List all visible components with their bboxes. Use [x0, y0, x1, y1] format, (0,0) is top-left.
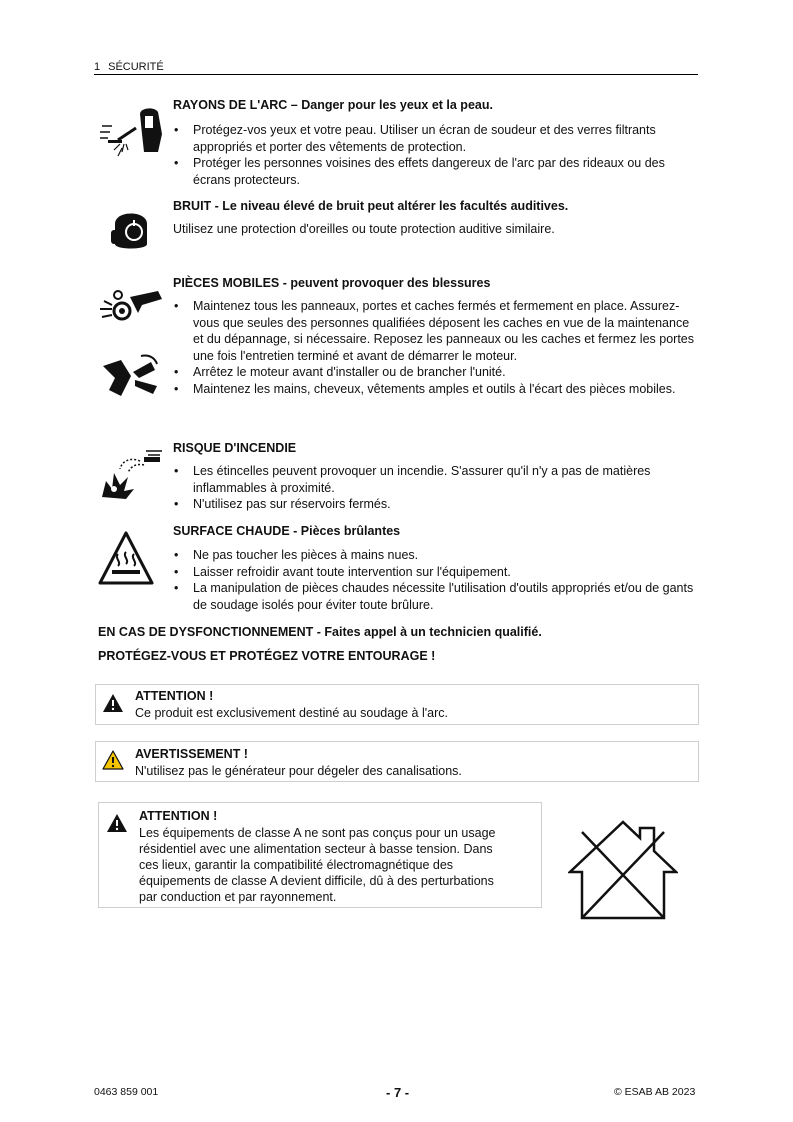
list-item: • Protéger les personnes voisines des effets dangereux de l'arc par des rideaux ou des écrans protecteurs. [173, 155, 698, 188]
caution-icon [102, 693, 124, 713]
text-line: Les équipements de classe A ne sont pas conçus pour un usage [139, 826, 496, 840]
list-item: • N'utilisez pas sur réservoirs fermés. [173, 496, 698, 513]
attention-text: Ce produit est exclusivement destiné au soudage à l'arc. [135, 706, 448, 720]
attention-title: ATTENTION ! [135, 689, 214, 703]
doc-number: 0463 859 001 [94, 1086, 159, 1098]
section-number: 1 [94, 61, 101, 73]
hot-surface-title: SURFACE CHAUDE - Pièces brûlantes [173, 524, 401, 538]
fire-list [173, 463, 698, 513]
list-item: • Maintenez les mains, cheveux, vêtements amples et outils à l'écart des pièces mobiles. [173, 381, 698, 398]
ear-protection-icon [109, 204, 153, 252]
copyright: © ESAB AB 2023 [614, 1086, 696, 1098]
list-item: • Protégez-vos yeux et votre peau. Utiliser un écran de soudeur et des verres filtrants appropriés et porter des vêtements de protection. [173, 122, 698, 155]
arc-rays-title: RAYONS DE L'ARC – Danger pour les yeux et la peau. [173, 98, 493, 112]
warning-text: N'utilisez pas le générateur pour dégeler des canalisations. [135, 764, 462, 778]
noise-title: BRUIT - Le niveau élevé de bruit peut altérer les facultés auditives. [173, 199, 569, 213]
emc-attention-text [139, 825, 535, 905]
page-number: - 7 - [386, 1085, 410, 1100]
emc-attention-title: ATTENTION ! [139, 809, 218, 823]
list-item: • Ne pas toucher les pièces à mains nues. [173, 547, 698, 564]
arc-rays-list [173, 122, 698, 188]
hand-gear-icon [100, 289, 162, 325]
welder-arc-icon [100, 104, 166, 160]
fire-sparks-icon [100, 447, 164, 501]
list-item: • Les étincelles peuvent provoquer un incendie. S'assurer qu'il n'y a pas de matières inflammables à proximité. [173, 463, 698, 496]
caution-icon [106, 813, 128, 833]
text-line: équipements de classe A devient difficile, dû à des perturbations [139, 874, 494, 888]
noise-text: Utilisez une protection d'oreilles ou toute protection auditive similaire. [173, 222, 555, 236]
warning-icon [102, 750, 124, 770]
crossed-house-icon [568, 818, 678, 924]
warning-title: AVERTISSEMENT ! [135, 747, 248, 761]
fire-title: RISQUE D'INCENDIE [173, 441, 297, 455]
protect-notice: PROTÉGEZ-VOUS ET PROTÉGEZ VOTRE ENTOURAGE ! [98, 649, 436, 663]
list-item: • Arrêtez le moteur avant d'installer ou de brancher l'unité. [173, 364, 698, 381]
list-item: • La manipulation de pièces chaudes nécessite l'utilisation d'outils appropriés et/ou de gants de soudage isolés pour éviter toute brûlure. [173, 580, 698, 613]
hot-surface-icon [98, 530, 154, 586]
list-item: • Maintenez tous les panneaux, portes et caches fermés et fermement en place. Assurez-vous que seules des personnes qualifiées déposent les caches en vue de la maintenance et du dépannage, si nécessaire. Reposez les panneaux ou les caches et fermez les portes une fois l'entretien terminé et avant de démarrer le moteur. [173, 298, 698, 364]
text-line: ces lieux, garantir la compatibilité électromagnétique des [139, 858, 454, 872]
attention-box [95, 684, 699, 725]
section-title: SÉCURITÉ [108, 61, 164, 73]
text-line: résidentiel avec une alimentation secteur à basse tension. Dans [139, 842, 493, 856]
hand-fan-icon [101, 352, 161, 398]
emc-attention-box [98, 802, 542, 908]
list-item: • Laisser refroidir avant toute intervention sur l'équipement. [173, 564, 698, 581]
moving-parts-list [173, 298, 698, 397]
hot-surface-list [173, 547, 698, 613]
malfunction-notice: EN CAS DE DYSFONCTIONNEMENT - Faites appel à un technicien qualifié. [98, 625, 542, 639]
warning-box [95, 741, 699, 782]
moving-parts-title: PIÈCES MOBILES - peuvent provoquer des blessures [173, 276, 491, 290]
text-line: par conduction et par rayonnement. [139, 890, 337, 904]
page-header [94, 60, 698, 75]
